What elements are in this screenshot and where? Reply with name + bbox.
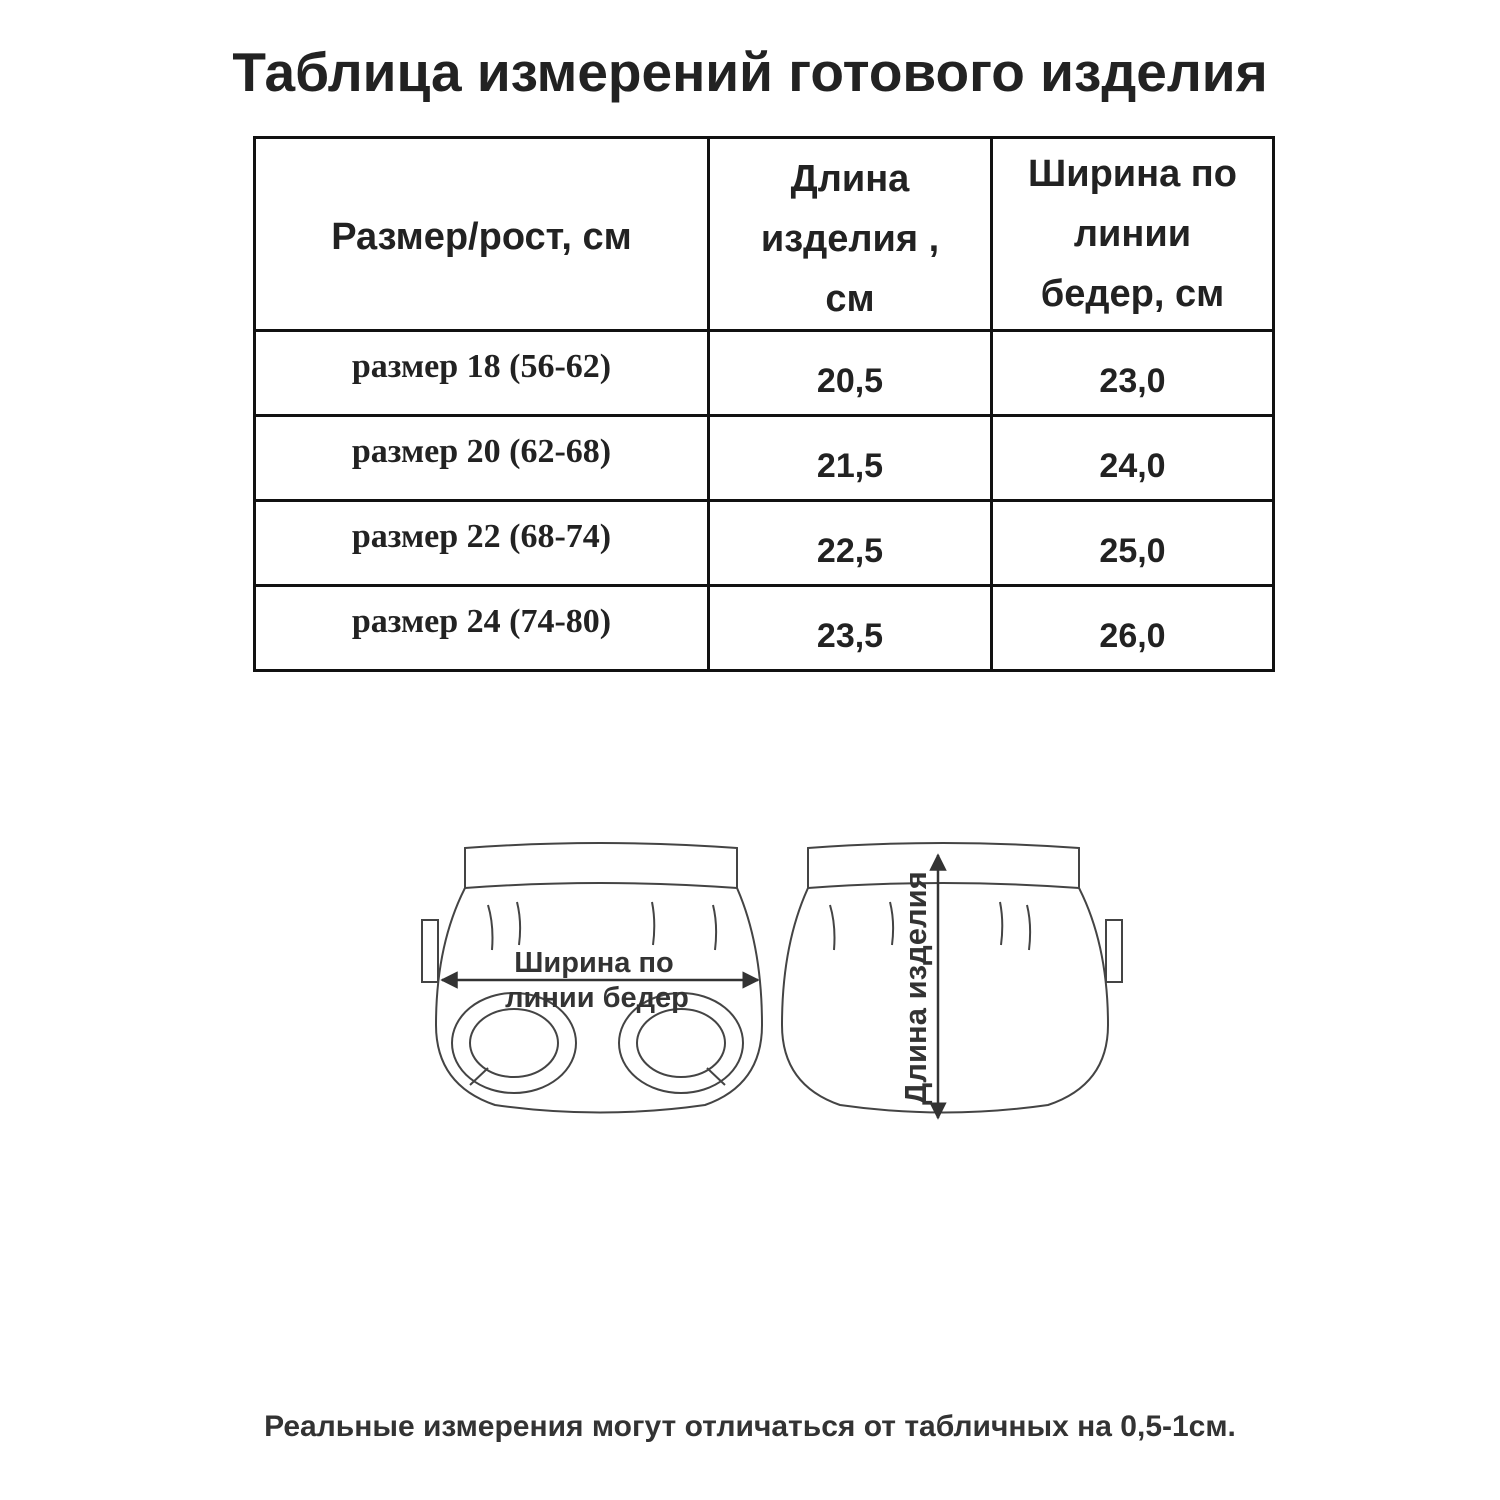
length-cell: 22,5 [709,501,992,586]
table-row [255,586,1274,671]
size-cell: размер 22 (68-74) [255,501,709,586]
length-cell: 20,5 [709,331,992,416]
right-leg-opening-inner [637,1009,725,1077]
length-cell: 23,5 [709,586,992,671]
width-label-line1: Ширина по [514,947,674,979]
size-cell: размер 20 (62-68) [255,416,709,501]
garment-diagram [400,830,1140,1130]
width-cell: 23,0 [992,331,1274,416]
header-length: Длина изделия , см [709,138,992,331]
width-cell: 24,0 [992,416,1274,501]
table-row [255,501,1274,586]
table-row [255,416,1274,501]
header-size: Размер/рост, см [255,138,709,331]
back-body [782,888,1108,1113]
front-waistband [465,843,737,888]
width-cell: 26,0 [992,586,1274,671]
back-side-tab [1106,920,1122,982]
size-cell: размер 18 (56-62) [255,331,709,416]
front-pleats [488,902,716,950]
width-label-line2: линии бедер [505,982,689,1014]
back-view [782,843,1122,1113]
front-side-tab [422,920,438,982]
header-width: Ширина по линии бедер, см [992,138,1274,331]
size-cell: размер 24 (74-80) [255,586,709,671]
back-waistband [808,843,1079,888]
page-title: Таблица измерений готового изделия [232,41,1268,103]
footnote: Реальные измерения могут отличаться от табличных на 0,5-1см. [264,1410,1236,1443]
width-cell: 25,0 [992,501,1274,586]
size-table [253,136,1275,672]
table-row [255,331,1274,416]
table-header-row [255,138,1274,331]
length-label: Длина изделия [898,871,933,1105]
length-cell: 21,5 [709,416,992,501]
left-leg-opening-inner [470,1009,558,1077]
